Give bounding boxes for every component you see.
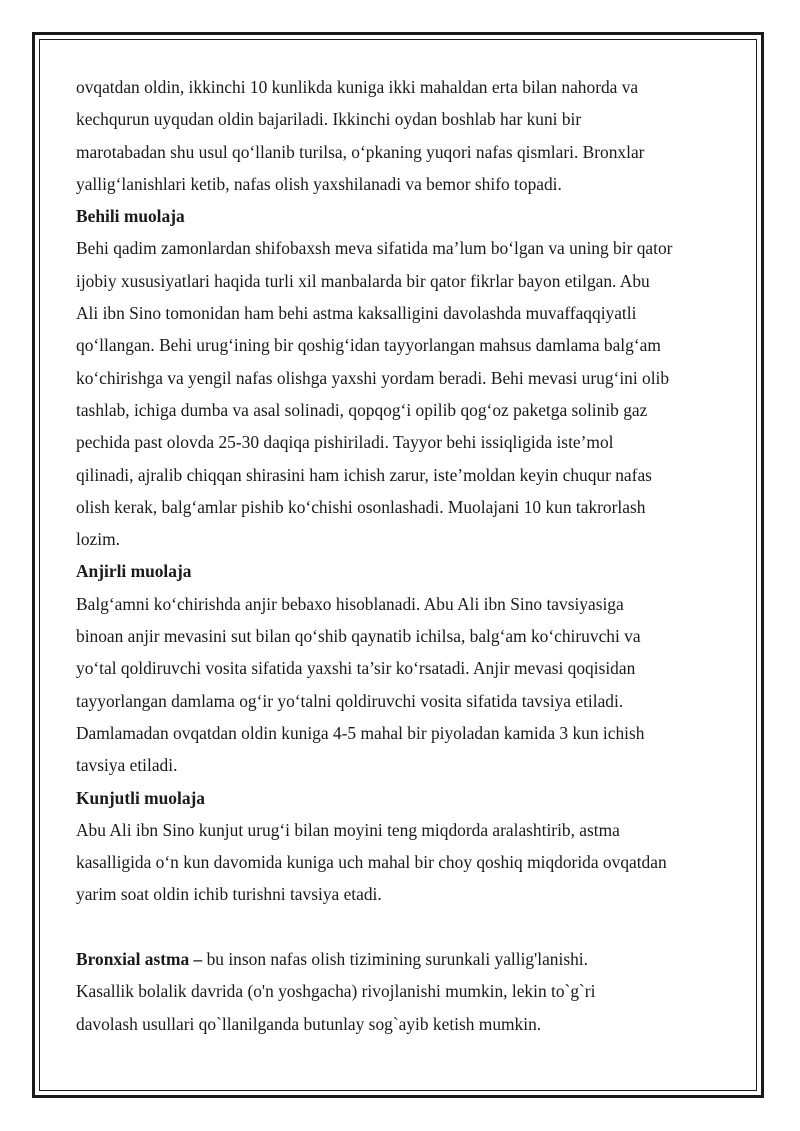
document-body bbox=[76, 71, 736, 1040]
section-paragraph-anjir bbox=[76, 588, 736, 782]
text-line: olish kerak, balg‘amlar pishib ko‘chishi osonlashadi. Muolajani 10 kun takrorlash bbox=[76, 496, 646, 517]
text-line: davolash usullari qo`llanilganda butunlay sog`ayib ketish mumkin. bbox=[76, 1013, 542, 1034]
text-line: kasalligida o‘n kun davomida kuniga uch mahal bir choy qoshiq miqdorida ovqatdan bbox=[76, 852, 667, 873]
text-line bbox=[76, 943, 736, 975]
text-line: pechida past olovda 25-30 daqiqa pishiriladi. Tayyor behi issiqligida iste’mol bbox=[76, 432, 614, 453]
text-line: lozim. bbox=[76, 529, 120, 550]
intro-paragraph bbox=[76, 71, 736, 200]
text-line: ijobiy xususiyatlari haqida turli xil manbalarda bir qator fikrlar bayon etilgan. Abu bbox=[76, 270, 650, 291]
text-line: Balg‘amni ko‘chirishda anjir bebaxo hisoblanadi. Abu Ali ibn Sino tavsiyasiga bbox=[76, 593, 624, 614]
asthma-paragraph bbox=[76, 943, 736, 1040]
text-line: binoan anjir mevasini sut bilan qo‘shib qaynatib ichilsa, balg‘am ko‘chiruvchi va bbox=[76, 626, 641, 647]
asthma-term: Bronxial astma – bbox=[76, 949, 203, 970]
text-line: ovqatdan oldin, ikkinchi 10 kunlikda kuniga ikki mahaldan erta bilan nahorda va bbox=[76, 77, 639, 97]
section-heading-kunjut: Kunjutli muolaja bbox=[76, 787, 206, 808]
text-line: tayyorlangan damlama og‘ir yo‘talni qoldiruvchi vosita sifatida tavsiya etiladi. bbox=[76, 690, 624, 711]
asthma-definition: bu inson nafas olish tizimining surunkali yallig'lanishi. bbox=[202, 949, 588, 970]
section-paragraph-behi bbox=[76, 232, 736, 555]
text-line: marotabadan shu usul qo‘llanib turilsa, o‘pkaning yuqori nafas qismlari. Bronxlar bbox=[76, 141, 645, 162]
section-paragraph-kunjut bbox=[76, 814, 736, 911]
text-line: yo‘tal qoldiruvchi vosita sifatida yaxshi ta’sir ko‘rsatadi. Anjir mevasi qoqisidan bbox=[76, 658, 636, 679]
text-line: tashlab, ichiga dumba va asal solinadi, qopqog‘i opilib qog‘oz paketga solinib gaz bbox=[76, 399, 648, 420]
text-line: Kasallik bolalik davrida (o'n yoshgacha) rivojlanishi mumkin, lekin to`g`ri bbox=[76, 981, 596, 1002]
text-line: ko‘chirishga va yengil nafas olishga yaxshi yordam beradi. Behi mevasi urug‘ini olib bbox=[76, 367, 670, 388]
text-line: qo‘llangan. Behi urug‘ining bir qoshig‘idan tayyorlangan mahsus damlama balg‘am bbox=[76, 335, 661, 356]
text-line: yallig‘lanishlari ketib, nafas olish yaxshilanadi va bemor shifo topadi. bbox=[76, 173, 562, 194]
section-heading-anjir: Anjirli muolaja bbox=[76, 561, 192, 582]
text-line: qilinadi, ajralib chiqqan shirasini ham ichish zarur, iste’moldan keyin chuqur nafas bbox=[76, 464, 652, 485]
text-line: Abu Ali ibn Sino kunjut urug‘i bilan moyini teng miqdorda aralashtirib, astma bbox=[76, 819, 620, 840]
text-line: Ali ibn Sino tomonidan ham behi astma kaksalligini davolashda muvaffaqqiyatli bbox=[76, 303, 637, 324]
section-heading-behi: Behili muolaja bbox=[76, 206, 185, 227]
text-line: Damlamadan ovqatdan oldin kuniga 4-5 mahal bir piyoladan kamida 3 kun ichish bbox=[76, 722, 645, 743]
text-line: Behi qadim zamonlardan shifobaxsh meva sifatida ma’lum bo‘lgan va uning bir qator bbox=[76, 238, 673, 259]
blank-line bbox=[76, 911, 736, 943]
text-line: kechqurun uyqudan oldin bajariladi. Ikkinchi oydan boshlab har kuni bir bbox=[76, 109, 582, 130]
text-line: yarim soat oldin ichib turishni tavsiya etadi. bbox=[76, 884, 382, 905]
text-line: tavsiya etiladi. bbox=[76, 755, 178, 776]
